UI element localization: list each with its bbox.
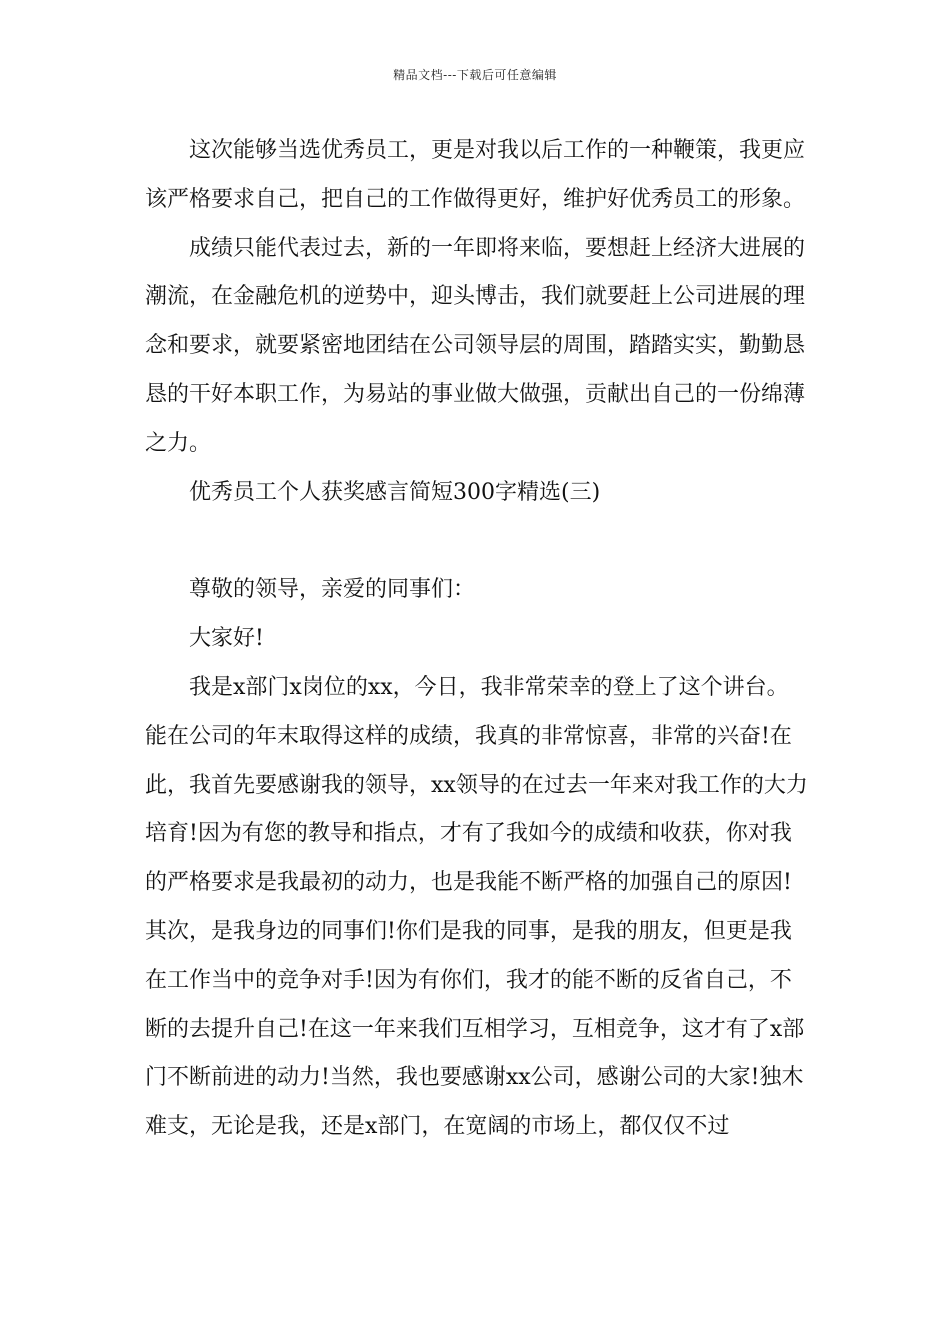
paragraph-speech: 我是x部门x岗位的xx，今日，我非常荣幸的登上了这个讲台。能在公司的年末取得这样的成绩，我真的非常惊喜，非常的兴奋!在此，我首先要感谢我的领导，xx领导的在过去一年来对我工作的大力培育!因为有您的教导和指点，才有了我如今的成绩和收获，你对我的严格要求是我最初的动力，也是我能不断严格的加强自己的原因!其次，是我身边的同事们!你们是我的同事，是我的朋友，但更是我在工作当中的竞争对手!因为有你们，我才的能不断的反省自己，不断的去提升自己!在这一年来我们互相学习，互相竞争，这才有了x部门不断前进的动力!当然，我也要感谢xx公司，感谢公司的大家!独木难支，无论是我，还是x部门，在宽阔的市场上，都仅仅不过 [145,674,808,1140]
greeting-hello: 大家好! [189,626,264,652]
paragraph-commitment: 这次能够当选优秀员工，更是对我以后工作的一种鞭策，我更应该严格要求自己，把自己的工作做得更好，维护好优秀员工的形象。 [145,138,806,212]
document-body [145,127,810,1152]
section-title: 优秀员工个人获奖感言简短300字精选(三) [189,479,601,505]
greeting-salutation: 尊敬的领导，亲爱的同事们： [189,577,476,603]
page-header: 精品文档---下载后可任意编辑 [393,68,557,82]
paragraph-future: 成绩只能代表过去，新的一年即将来临，要想赶上经济大进展的潮流，在金融危机的逆势中，迎头博击，我们就要赶上公司进展的理念和要求，就要紧密地团结在公司领导层的周围，踏踏实实，勤勤恳恳的干好本职工作，为易站的事业做大做强，贡献出自己的一份绵薄之力。 [145,235,806,456]
